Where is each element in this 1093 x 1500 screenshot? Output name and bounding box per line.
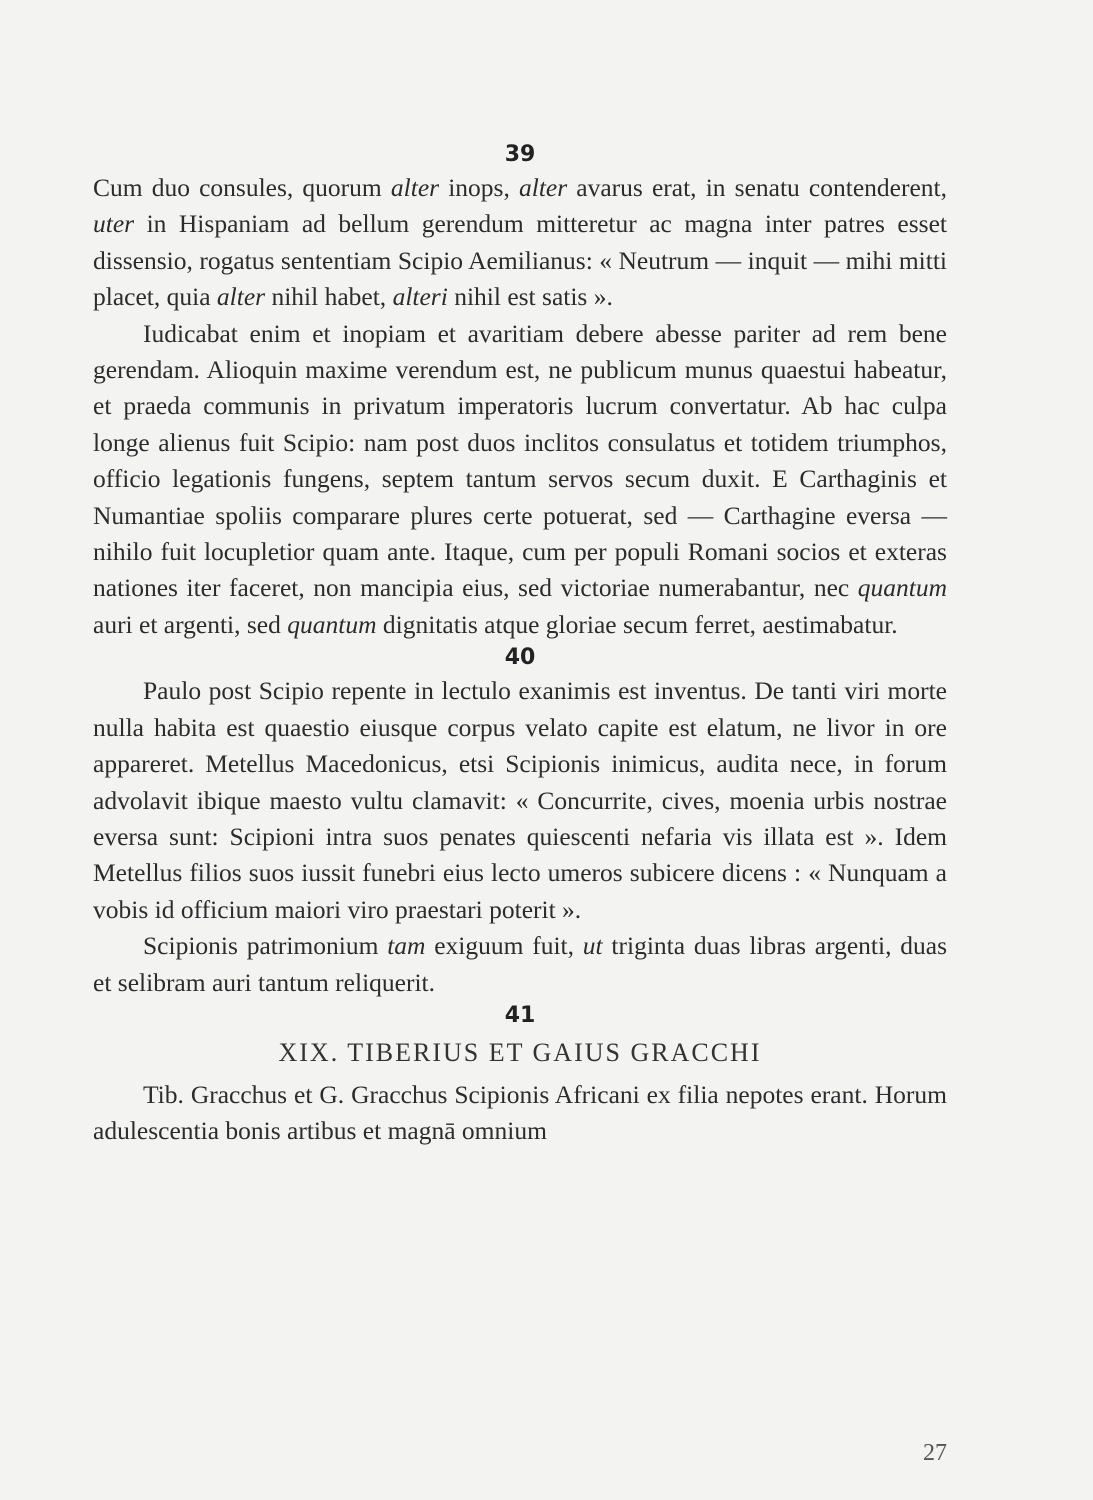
paragraph: Paulo post Scipio repente in lectulo exanimis est inventus. De tanti viri morte nulla habita est quaestio eiusque corpus velato capite est elatum, ne livor in ore appareret. Metellus Macedonicus, etsi Scipionis inimicus, audita nece, in forum advolavit ibique maesto vultu clamavit: « Concurrite, cives, moenia urbis nostrae eversa sunt: Scipioni intra suos penates quiescenti nefaria vis illata est ». Idem Metellus filios suos iussit funebri eius lecto umeros subicere dicens : « Nunquam a vobis id officium maiori viro praestari poterit ». xyxy=(93,676,947,924)
paragraph: Scipionis patrimonium tam exiguum fuit, ut triginta duas libras argenti, duas et selibram auri tantum reliquerit. xyxy=(93,931,947,997)
paragraph: Tib. Gracchus et G. Gracchus Scipionis Africani ex filia nepotes erant. Horum adulescentia bonis artibus et magnā omnium xyxy=(93,1079,947,1146)
chapter-title: XIX. TIBERIUS ET GAIUS GRACCHI xyxy=(278,1037,762,1067)
section-number: 41 xyxy=(504,1002,536,1028)
paragraph: Iudicabat enim et inopiam et avaritiam debere abesse pariter ad rem bene gerendam. Alioquin maxime verendum est, ne publicum munus quaestui habeatur, et praeda communis in privatum imperatoris lucrum convertatur. Ab hac culpa longe alienus fuit Scipio: nam post duos inclitos consulatus et totidem triumphos, officio legationis fungens, septem tantum servos secum duxit. E Carthaginis et Numantiae spoliis comparare plures certe potuerat, sed — Carthagine eversa — nihilo fuit locupletior quam ante. Itaque, cum per populi Romani socios et exteras nationes iter faceret, non mancipia eius, sed victoriae numerabantur, nec quantum auri et argenti, sed quantum dignitatis atque gloriae secum ferret, aestimabatur. xyxy=(93,318,947,639)
section-41 xyxy=(93,1001,947,1150)
page-content xyxy=(93,140,947,1150)
section-39 xyxy=(93,140,947,643)
section-number: 40 xyxy=(504,645,536,671)
paragraph: Cum duo consules, quorum alter inops, alter avarus erat, in senatu contenderent, uter in Hispaniam ad bellum gerendum mitteretur ac magna inter patres esset dissensio, rogatus sententiam Scipio Aemilianus: « Neutrum — inquit — mihi mitti placet, quia alter nihil habet, alteri nihil est satis ». xyxy=(93,173,947,312)
section-number: 39 xyxy=(504,142,536,167)
section-40 xyxy=(93,643,947,1001)
page-number: 27 xyxy=(923,1440,947,1466)
